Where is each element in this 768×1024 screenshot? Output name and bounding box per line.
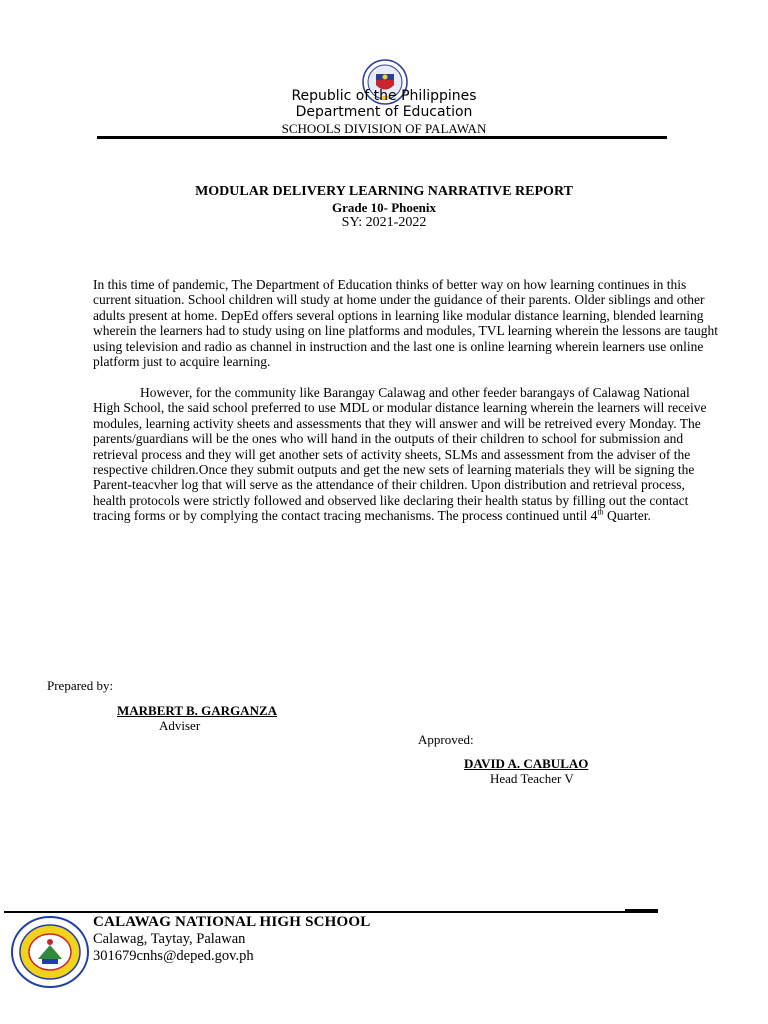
narrative-paragraph-1: In this time of pandemic, The Department of Education thinks of better way on how learning continues in this current situation. School children will study at home under the guidance of their parents. Older siblings and other adults present at home. DepEd offers several options in learning like modular distance learning, blended learning wherein the learners had to study using on line platforms and modules, TVL learning wherein the lessons are taught using television and radio as channel in instruction and the last one is online learning wherein learners use online platform just to acquire learning. [93, 277, 718, 370]
paragraph-2-end: Quarter. [603, 508, 651, 524]
footer-school-name: CALAWAG NATIONAL HIGH SCHOOL [93, 914, 371, 930]
department-heading: Department of Education [295, 104, 473, 120]
footer-divider [4, 911, 658, 913]
report-section: Grade 10- Phoenix [332, 200, 436, 215]
approver-name: DAVID A. CABULAO [464, 756, 589, 771]
school-year: SY: 2021-2022 [341, 215, 427, 230]
country-heading: Republic of the Philippines [291, 88, 477, 104]
header-divider-thick [97, 137, 667, 139]
division-heading: SCHOOLS DIVISION OF PALAWAN [281, 121, 487, 136]
school-seal-icon [8, 915, 92, 989]
footer-address: Calawag, Taytay, Palawan [93, 931, 246, 947]
narrative-paragraph-2 [93, 385, 719, 524]
approver-role: Head Teacher V [490, 771, 574, 786]
report-title: MODULAR DELIVERY LEARNING NARRATIVE REPORT [195, 184, 573, 199]
ordinal-suffix: th [597, 507, 604, 517]
paragraph-2-text: However, for the community like Barangay Calawag and other feeder barangays of Calawag National High School, the said school preferred to use MDL or modular distance learning wherein the learners will receive modules, learning activity sheets and assessments that they will answer and will be retreived every Monday. The parents/guardians will be the ones who will hand in the outputs of their children to school for submission and retrieval process and they will get another sets of activity sheets, SLMs and assessment from the adviser of the respective children.Once they submit outputs and get the new sets of learning materials they will be signing the Parent-teacvher log that will serve as the attendance of their children. Upon distribution and retrieval process, health protocols were strictly followed and observed like declaring their health status by filling out the contact tracing forms or by complying the contact tracing mechanisms. The process continued until 4 [93, 385, 707, 524]
preparer-role: Adviser [159, 718, 201, 733]
approved-label: Approved: [418, 732, 474, 747]
footer-email[interactable]: 301679cnhs@deped.gov.ph [93, 948, 254, 964]
preparer-name: MARBERT B. GARGANZA [117, 703, 278, 718]
prepared-by-label: Prepared by: [47, 678, 114, 693]
footer-divider-accent [625, 909, 658, 911]
